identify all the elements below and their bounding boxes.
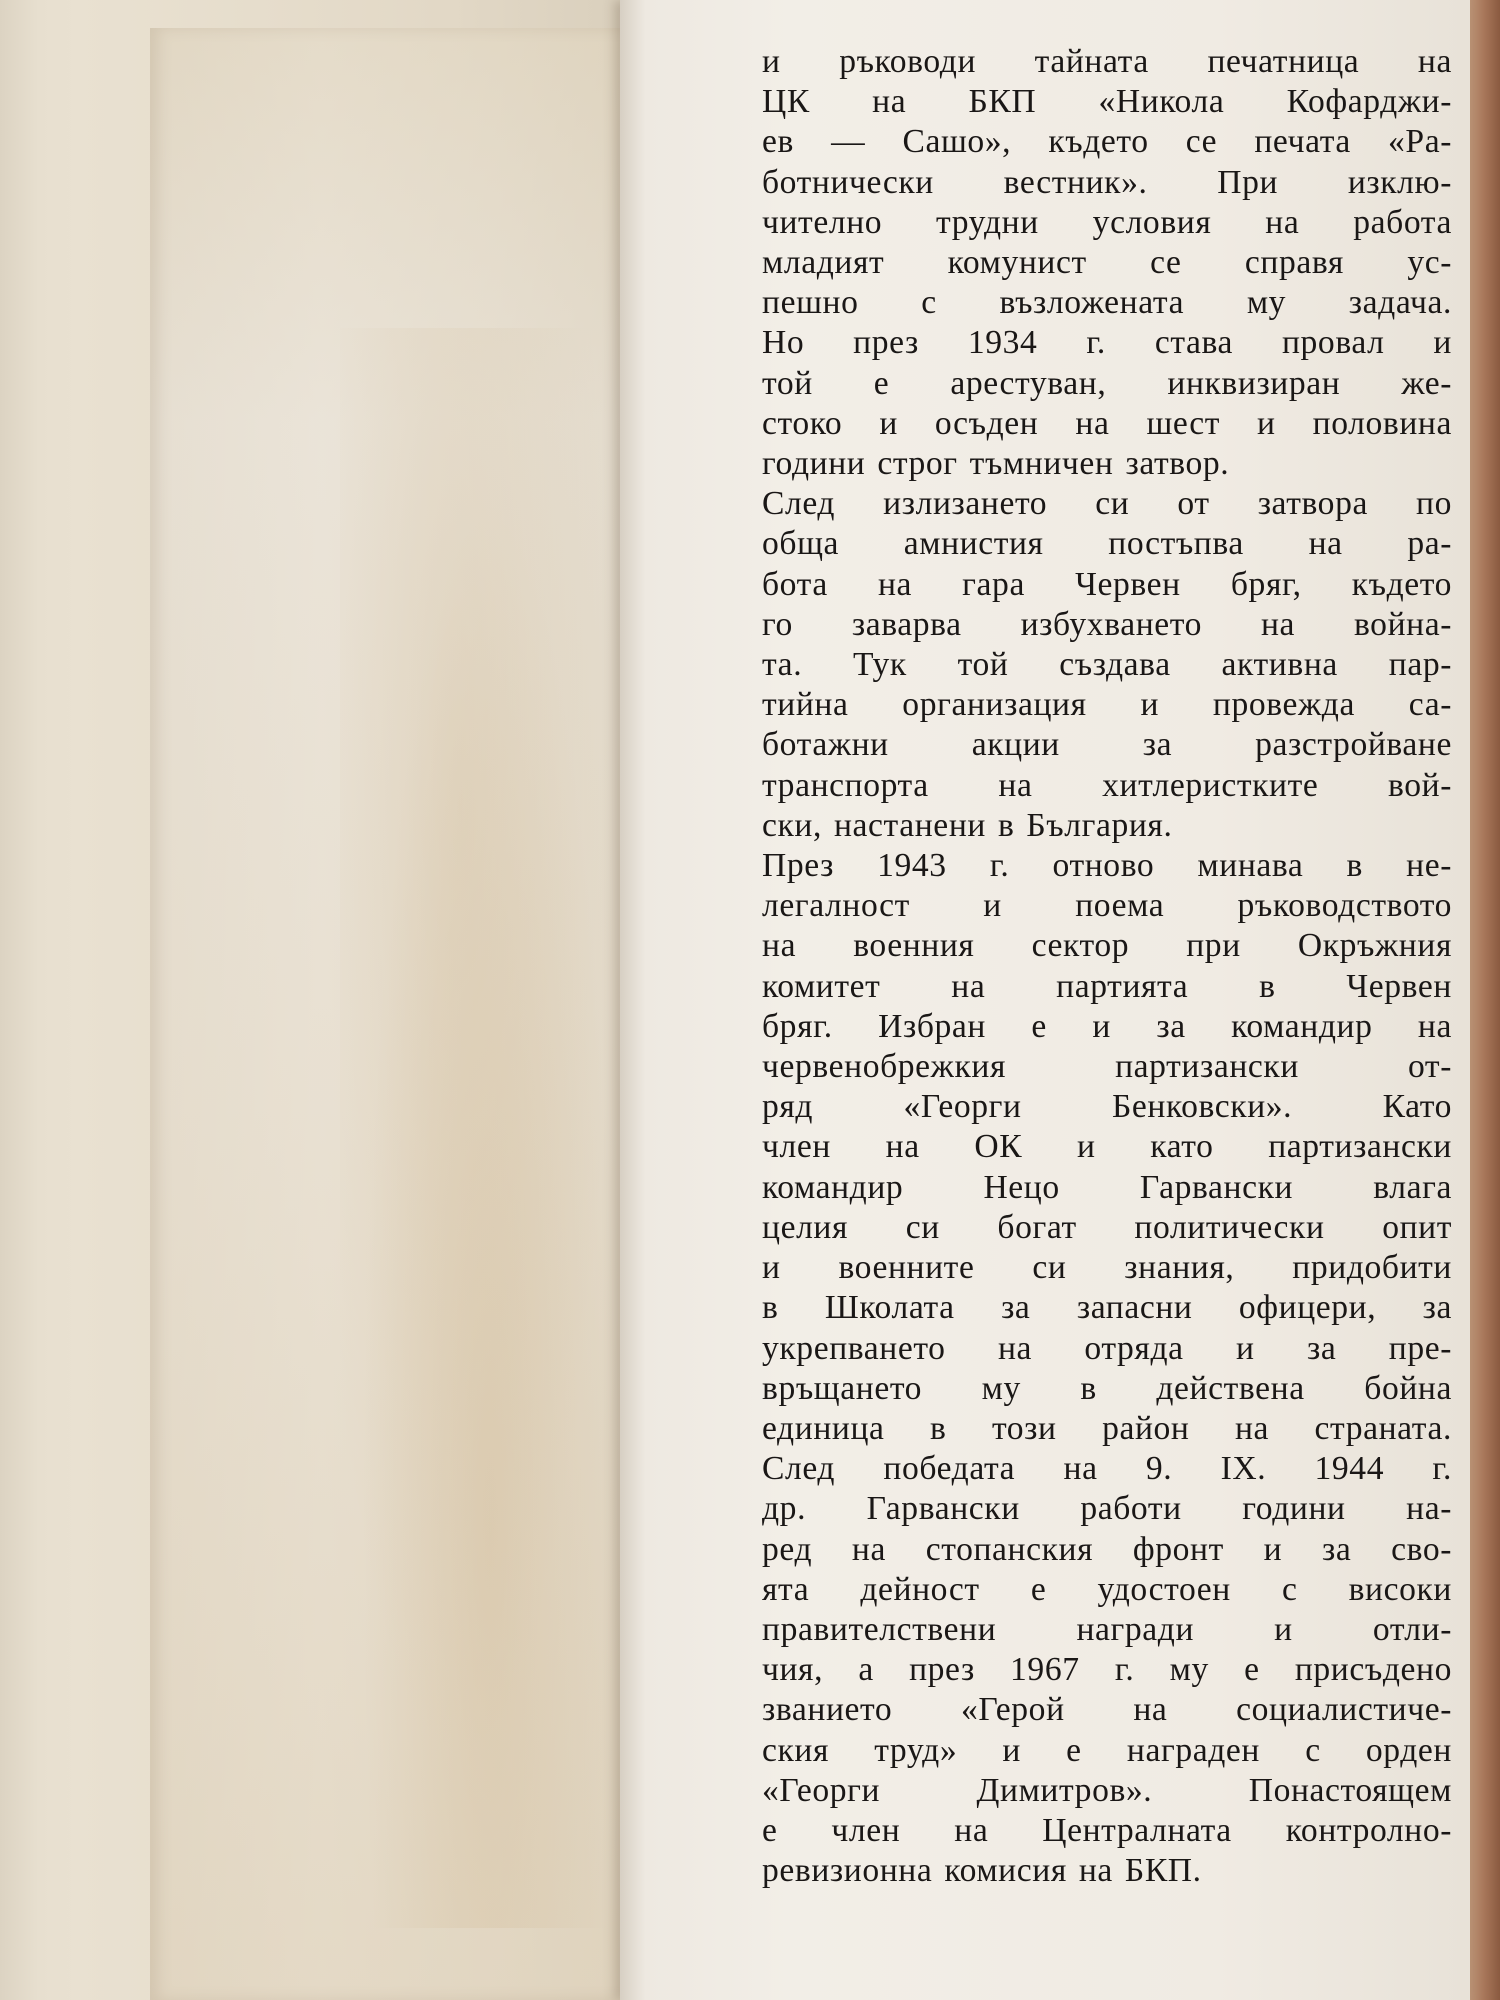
text-line: правителствени награди и отли- bbox=[762, 1610, 1452, 1648]
text-line: пешно с възложената му задача. bbox=[762, 284, 1452, 322]
text-line: др. Гарвански работи години на- bbox=[762, 1490, 1452, 1528]
text-line: След излизането си от затвора по bbox=[762, 485, 1452, 523]
text-page bbox=[620, 0, 1470, 2000]
text-line: на военния сектор при Окръжния bbox=[762, 927, 1452, 965]
text-line: години строг тъмничен затвор. bbox=[762, 445, 1230, 483]
text-line: укрепването на отряда и за пре- bbox=[762, 1329, 1452, 1367]
text-line: чия, а през 1967 г. му е присъдено bbox=[762, 1651, 1452, 1689]
text-line: и ръководи тайната печатница на bbox=[762, 43, 1452, 80]
text-line: бряг. Избран е и за командир на bbox=[762, 1007, 1452, 1045]
text-line: легалност и поема ръководството bbox=[762, 887, 1452, 925]
left-endpaper-inner bbox=[150, 28, 640, 2000]
text-line: командир Нецо Гарвански влага bbox=[762, 1168, 1452, 1206]
text-line: той е арестуван, инквизиран же- bbox=[762, 364, 1452, 402]
text-line: След победата на 9. IX. 1944 г. bbox=[762, 1450, 1452, 1488]
text-line: комитет на партията в Червен bbox=[762, 967, 1452, 1005]
text-line: младият комунист се справя ус- bbox=[762, 244, 1452, 282]
text-line: Но през 1934 г. става провал и bbox=[762, 324, 1452, 362]
text-line: в Школата за запасни офицери, за bbox=[762, 1289, 1452, 1327]
text-line: връщането му в действена бойна bbox=[762, 1369, 1452, 1407]
text-line: е член на Централната контролно- bbox=[762, 1811, 1452, 1849]
text-line: та. Тук той създава активна пар- bbox=[762, 646, 1452, 684]
text-line: ята дейност е удостоен с високи bbox=[762, 1570, 1452, 1608]
text-line: ЦК на БКП «Никола Кофарджи- bbox=[762, 83, 1452, 121]
text-line: стоко и осъден на шест и половина bbox=[762, 404, 1452, 442]
text-line: ския труд» и е награден с орден bbox=[762, 1731, 1452, 1769]
text-line: целия си богат политически опит bbox=[762, 1208, 1452, 1246]
text-line: «Георги Димитров». Понастоящем bbox=[762, 1771, 1452, 1809]
text-line: ред на стопанския фронт и за сво- bbox=[762, 1530, 1452, 1568]
paper-stain bbox=[340, 328, 640, 1928]
text-line: обща амнистия постъпва на ра- bbox=[762, 525, 1452, 563]
body-text bbox=[762, 42, 1452, 1891]
left-endpaper bbox=[0, 0, 640, 2000]
text-line: бота на гара Червен бряг, където bbox=[762, 565, 1452, 603]
text-line: През 1943 г. отново минава в не- bbox=[762, 847, 1452, 885]
text-line: тийна организация и провежда са- bbox=[762, 686, 1452, 724]
text-line: чително трудни условия на работа bbox=[762, 203, 1452, 241]
text-line: единица в този район на страната. bbox=[762, 1409, 1452, 1447]
text-line: го заварва избухването на война- bbox=[762, 605, 1452, 643]
text-line: ряд «Георги Бенковски». Като bbox=[762, 1088, 1452, 1126]
text-line: ревизионна комисия на БКП. bbox=[762, 1852, 1202, 1890]
text-line: званието «Герой на социалистиче- bbox=[762, 1691, 1452, 1729]
text-line: и военните си знания, придобити bbox=[762, 1249, 1452, 1287]
text-line: ботажни акции за разстройване bbox=[762, 726, 1452, 764]
text-line: червенобрежкия партизански от- bbox=[762, 1048, 1452, 1086]
text-line: транспорта на хитлеристките вой- bbox=[762, 766, 1452, 804]
text-line: член на ОК и като партизански bbox=[762, 1128, 1452, 1166]
text-line: ски, настанени в България. bbox=[762, 806, 1173, 844]
text-line: ев — Сашо», където се печата «Ра- bbox=[762, 123, 1452, 161]
text-line: ботнически вестник». При изклю- bbox=[762, 163, 1452, 201]
